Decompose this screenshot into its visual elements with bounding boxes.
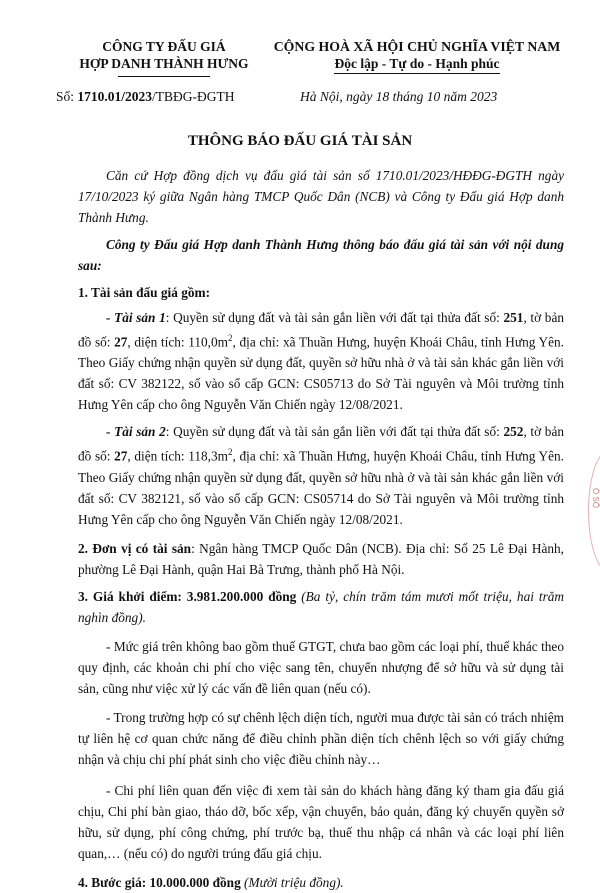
- section-2: 2. Đơn vị có tài sản: Ngân hàng TMCP Quốc Dân (NCB). Địa chỉ: Số 25 Lê Đại Hành, phường Lê Đại Hành, quận Hai Bà Trưng, thành phố Hà Nội.: [78, 540, 564, 577]
- company-name: [64, 38, 264, 72]
- document-number: Số: 1710.01/2023/TBĐG-ĐGTH: [56, 89, 235, 104]
- section-3-heading: 3. Giá khởi điểm: 3.981.200.000 đồng (Ba tỷ, chín trăm tám mươi mốt triệu, hai trăm nghìn đồng).: [78, 588, 564, 625]
- section-3-note-2: - Trong trường hợp có sự chênh lệch diện tích, người mua được tài sản có trách nhiệm tự liên hệ cơ quan chức năng để điều chỉnh phần diện tích chênh lệch so với giấy chứng nhận và chịu chi phí phát sinh cho việc điều chỉnh này…: [78, 709, 564, 767]
- preamble: Căn cứ Hợp đồng dịch vụ đấu giá tài sản số 1710.01/2023/HĐĐG-ĐGTH ngày 17/10/2023 ký giữa Ngân hàng TMCP Quốc Dân (NCB) và Công ty Đấu giá Hợp danh Thành Hưng.: [78, 168, 564, 225]
- section-4: 4. Bước giá: 10.000.000 đồng (Mười triệu đồng).: [78, 874, 344, 890]
- stamp-text: Ô SỐ: [591, 488, 600, 509]
- section-1-heading: 1. Tài sản đấu giá gồm:: [78, 285, 211, 300]
- intro: Công ty Đấu giá Hợp danh Thành Hưng thông báo đấu giá tài sản với nội dung sau:: [78, 237, 564, 273]
- national-heading: [258, 38, 576, 74]
- nation-name: CỘNG HOÀ XÃ HỘI CHỦ NGHĨA VIỆT NAM: [273, 39, 561, 54]
- place-date: Hà Nội, ngày 18 tháng 10 năm 2023: [300, 89, 498, 104]
- company-name-line1: CÔNG TY ĐẤU GIÁ: [102, 39, 226, 54]
- section-3-note-1: - Mức giá trên không bao gồm thuế GTGT, chưa bao gồm các loại phí, thuế khác theo quy định, các khoản chi phí cho việc sang tên, chuyển nhượng để sở hữu và sử dụng tài sản, cũng như việc xử lý các vấn đề liên quan (nếu có).: [78, 638, 564, 696]
- asset-2: - Tài sản 2: Quyền sử dụng đất và tài sản gắn liền với đất tại thửa đất số: 252, tờ bản đồ số: 27, diện tích: $118,3m^2$, địa chỉ: xã Thuần Hưng, huyện Khoái Châu, tỉnh Hưng Yên. Theo Giấy chứng nhận quyền sử dụng đất, quyền sở hữu nhà ở và tài sản khác gắn liền với đất số: CV 382121, số vào sổ cấp GCN: CS05714 do Sở Tài nguyên và Môi trường tỉnh Hưng Yên cấp cho ông Nguyễn Văn Chiến ngày 12/08/2021.: [78, 424, 565, 527]
- section-3-note-3: - Chi phí liên quan đến việc đi xem tài sản do khách hàng đăng ký tham gia đấu giá chịu, Chi phí bàn giao, tháo dỡ, bốc xếp, vận chuyển, bảo quản, đăng ký chuyển quyền sở hữu, sử dụng, phí công chứng, phí trước bạ, thuế thu nhập cá nhân và các loại phí liên quan,… (nếu có) do người trúng đấu giá chịu.: [78, 782, 564, 861]
- company-underline: [118, 76, 210, 77]
- asset-1: - Tài sản 1: Quyền sử dụng đất và tài sản gắn liền với đất tại thửa đất số: 251, tờ bản đồ số: 27, diện tích: $110,0m^2$, địa chỉ: xã Thuần Hưng, huyện Khoái Châu, tỉnh Hưng Yên. Theo Giấy chứng nhận quyền sử dụng đất, quyền sở hữu nhà ở và tài sản khác gắn liền với đất số: CV 382122, số vào sổ cấp GCN: CS05713 do Sở Tài nguyên và Môi trường tỉnh Hưng Yên cấp cho ông Nguyễn Văn Chiến ngày 12/08/2021.: [78, 310, 565, 413]
- stamp-mark: [588, 450, 600, 572]
- company-name-line2: HỢP DANH THÀNH HƯNG: [79, 56, 249, 71]
- document-body: [78, 165, 564, 893]
- national-motto: Độc lập - Tự do - Hạnh phúc: [334, 55, 499, 74]
- document-title: THÔNG BÁO ĐẤU GIÁ TÀI SẢN: [187, 133, 413, 149]
